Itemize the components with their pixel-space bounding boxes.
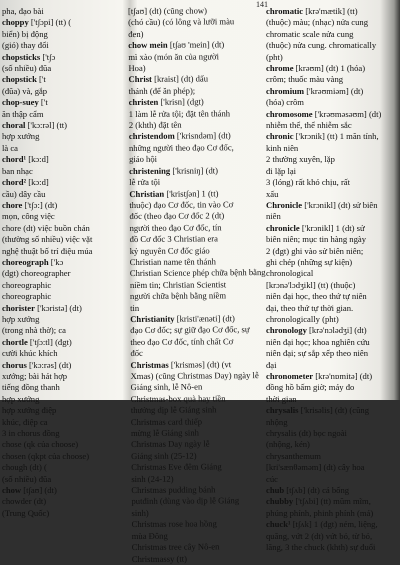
dictionary-line: xấu: [266, 188, 279, 199]
dictionary-line: Christmas-box quà hay tiền: [130, 393, 226, 404]
dictionary-line: Giáng sinh (25-12): [131, 450, 197, 461]
dictionary-line: christen ['krisn] (dgt): [128, 96, 204, 108]
dictionary-line: sinh): [131, 507, 149, 518]
dictionary-line: crôm; thuốc màu vàng: [266, 74, 344, 85]
dictionary-line: đồng hồ bấm giờ; máy đo: [266, 382, 355, 393]
dictionary-line: thánh (để ăn phép);: [128, 85, 196, 96]
dictionary-line: chrysalis (dt) bọc ngoài: [266, 428, 347, 439]
dictionary-line: mọn, công việc: [2, 211, 55, 222]
dictionary-line: chronologically (pht): [266, 313, 339, 324]
dictionary-line: [t∫aʊ] (dt) (cũng chow): [128, 5, 207, 16]
dictionary-line: đồ Cơ đốc 3 Christian era: [129, 233, 218, 245]
dictionary-line: chord² [kɔ:d]: [2, 177, 49, 188]
dictionary-line: chubby ['t∫ʌbi] (tt) mũm mĩm,: [266, 496, 371, 507]
dictionary-line: mùa Đông: [131, 530, 168, 541]
page-number: 141: [256, 0, 268, 9]
dictionary-line: thời gian: [266, 393, 297, 404]
dictionary-line: Christian ['krist∫ən] 1 (tt): [129, 187, 219, 199]
dictionary-line: chopstick ['t: [2, 74, 46, 85]
dictionary-line: người chữa bệnh bằng niềm: [129, 290, 227, 302]
dictionary-line: chortle ['t∫ɔ:tl] (đgt): [2, 336, 72, 347]
dictionary-line: 2 thường xuyên, lặp: [266, 154, 335, 165]
dictionary-line: Christ [kraist] (dt) dấu: [128, 73, 209, 85]
dictionary-line: đốc (theo đạo Cơ đốc 2 (dt): [129, 210, 225, 222]
dictionary-line: chronic ['krɔnik] (tt) 1 mãn tính,: [266, 131, 379, 142]
dictionary-line: choreographic: [2, 279, 52, 290]
dictionary-line: lăng, 3 the chuck (khth) sự đuổi: [266, 542, 376, 553]
dictionary-line: những người theo đạo Cơ đốc,: [128, 142, 234, 153]
dictionary-line: 2 (khth) đặt tên: [128, 119, 182, 131]
dictionary-line: Christmas rose hoa hồng: [131, 518, 217, 530]
dictionary-line: (số nhiều) đũa: [2, 473, 52, 484]
dictionary-line: choreographic: [2, 291, 52, 302]
dictionary-line: chromatic scale nửa cung: [266, 28, 354, 39]
dictionary-line: là ca: [2, 142, 18, 153]
dictionary-line: chrysalis ['krisəlis] (dt) (cũng: [266, 405, 369, 416]
dictionary-line: (số nhiều) đũa: [2, 63, 52, 74]
dictionary-line: quăng, vứt 2 (dt) vứt bỏ, từ bỏ,: [266, 530, 373, 541]
dictionary-line: Christianity [kristi'ænəti] (dt): [130, 313, 235, 324]
dictionary-line: xướng; bài hát hợp: [2, 371, 68, 381]
dictionary-line: đạo Cơ đốc; sự giữ đạo Cơ đốc, sự: [130, 324, 250, 336]
dictionary-line: chrome [krəʊm] (dt) 1 (hóa): [266, 63, 366, 74]
dictionary-line: choral ['kɔ:rəl] (tt): [2, 120, 68, 131]
dictionary-line: phúng phính, phinh phính (má): [266, 507, 374, 518]
dictionary-line: (Trung Quốc): [2, 507, 50, 518]
dictionary-line: ăn thập cẩm: [2, 108, 44, 119]
dictionary-line: kinh niên: [266, 142, 299, 153]
dictionary-line: kỷ nguyên Cơ đốc giáo: [129, 244, 210, 256]
dictionary-line: nhiễm thể, thể nhiễm sắc: [266, 120, 352, 131]
dictionary-line: mì xào (món ăn của người: [128, 50, 219, 62]
dictionary-line: Christmassy (tt): [131, 553, 188, 564]
dictionary-line: thuộc) đạo Cơ đốc, tin vào Cơ: [129, 199, 234, 210]
dictionary-line: chore (dt) việc buồn chán: [2, 222, 90, 233]
dictionary-line: [krɔnə'lɔdʒikl] (tt) (thuộc): [266, 279, 356, 290]
dictionary-line: chromatic [krə'mætik] (tt): [266, 6, 358, 16]
dictionary-line: pha, đạo bài: [2, 6, 44, 16]
dictionary-line: (đũa) và, gắp: [2, 85, 48, 96]
dictionary-line: choreograph ['kɔ: [2, 256, 64, 267]
dictionary-line: choppy ['t∫ɔpi] (tt) (: [2, 17, 72, 28]
dictionary-line: sinh (24-12): [131, 473, 174, 484]
dictionary-line: chromosome ['krəʊməsəʊm] (dt): [266, 108, 382, 119]
middle-column: [128, 5, 266, 565]
dictionary-line: Christmas ['krisməs] (dt) (vt: [130, 358, 232, 370]
dictionary-line: hợp xướng: [2, 313, 40, 324]
dictionary-line: hợp xướng điệp: [2, 405, 57, 416]
dictionary-line: (gió) thay đổi: [2, 40, 49, 51]
dictionary-line: chub [t∫ʌb] (dt) cá bống: [266, 485, 350, 496]
dictionary-line: hợp xướng: [2, 131, 40, 142]
dictionary-line: (hóa) crôm: [266, 97, 304, 108]
dictionary-line: giáo hội: [129, 154, 158, 165]
dictionary-line: chronicle ['krɔnikl] 1 (dt) sử: [266, 222, 365, 233]
dictionary-line: chow [t∫aʊ] (dt): [2, 485, 57, 496]
dictionary-line: (dgt) choreographer: [2, 268, 71, 279]
left-column: [2, 6, 124, 519]
dictionary-line: ban nhạc: [2, 165, 33, 176]
dictionary-line: biên niên; mục tin hàng ngày: [266, 234, 366, 245]
dictionary-line: chord¹ [kɔ:d]: [2, 154, 49, 165]
dictionary-line: hợp xướng: [2, 393, 40, 404]
dictionary-line: đại, theo thứ tự thời gian.: [266, 302, 354, 313]
dictionary-line: chose (qk của choose): [2, 439, 79, 450]
dictionary-line: chromium ['krəʊmiəm] (dt): [266, 85, 364, 96]
right-column: [266, 6, 394, 554]
dictionary-line: niên: [266, 211, 281, 222]
dictionary-line: lễ rửa tội: [129, 176, 161, 188]
dictionary-line: chorus ['kɔ:rəs] (dt): [2, 359, 72, 370]
dictionary-line: (nhộng, kén): [266, 439, 310, 450]
dictionary-line: Giáng sinh, lễ Nô-en: [130, 381, 203, 393]
dictionary-line: Christmas Eve đêm Giáng: [131, 461, 222, 473]
dictionary-line: biển) bị động: [2, 28, 48, 39]
dictionary-line: chrysanthemum: [266, 450, 321, 461]
dictionary-line: (thuộc) màu; (nhạc) nửa cung: [266, 17, 369, 28]
dictionary-line: chore ['t∫ɔ:] (dt): [2, 199, 58, 210]
dictionary-line: christendom ['krisndəm] (dt): [128, 130, 231, 142]
dictionary-line: 3 in chorus đồng: [2, 428, 60, 439]
dictionary-line: chosen (qkpt của choose): [2, 450, 90, 461]
dictionary-line: ghi chép (những sự kiện): [266, 256, 353, 267]
dictionary-line: chowder (dt): [2, 496, 47, 507]
dictionary-line: cầu) dây cầu: [2, 188, 46, 199]
dictionary-line: tiếng đồng thanh: [2, 382, 60, 393]
dictionary-line: nhộng: [266, 416, 288, 427]
dictionary-line: Hoa): [128, 62, 146, 74]
dictionary-line: đen): [128, 28, 144, 39]
dictionary-line: Christian name tên thánh: [129, 256, 216, 267]
dictionary-line: chop-suey ['t: [2, 97, 48, 108]
dictionary-line: mừng lễ Giáng sinh: [130, 427, 199, 439]
dictionary-line: chorister ['kɔristə] (dt): [2, 302, 82, 313]
dictionary-line: chow mein [t∫aʊ 'mein] (dt): [128, 39, 225, 51]
dictionary-line: cười khúc khích: [2, 348, 58, 359]
dictionary-line: (trong nhà thờ); ca: [2, 325, 66, 336]
dictionary-line: christening ['krisniŋ] (dt): [129, 165, 219, 176]
dictionary-line: chronology [krə'nɔlədʒi] (dt): [266, 325, 367, 336]
dictionary-line: 1 làm lễ rửa tội; đặt tên thánh: [128, 107, 231, 119]
dictionary-line: [kri'sænθəməm] (dt) cây hoa: [266, 462, 365, 473]
dictionary-line: khúc, điệp ca: [2, 416, 48, 427]
dictionary-line: chopsticks ['t∫ɔ: [2, 51, 56, 62]
dictionary-line: Chronicle ['krɔnikl] (dt) sử biên: [266, 199, 378, 210]
dictionary-line: Christian Science phép chữa bệnh bằng: [129, 267, 266, 279]
dictionary-line: (thuộc) nửa cung. chromatically: [266, 40, 377, 51]
dictionary-line: niềm tin; Christian Scientist: [129, 279, 227, 290]
dictionary-line: theo đạo Cơ đốc, tính chất Cơ: [130, 336, 234, 347]
dictionary-line: chronological: [266, 268, 314, 279]
dictionary-line: cúc: [266, 473, 278, 484]
dictionary-line: (pht): [266, 51, 283, 62]
dictionary-line: 3 (lóng) rất khó chịu, rất: [266, 177, 351, 188]
dictionary-line: tin: [130, 302, 140, 313]
dictionary-line: Christmas tree cây Nô-en: [131, 541, 220, 553]
dictionary-line: Xmas) (cũng Christmas Day) ngày lễ: [130, 370, 259, 381]
dictionary-line: nghệ thuật bố trí điệu múa: [2, 245, 93, 256]
dictionary-line: đi lặp lại: [266, 165, 297, 176]
dictionary-line: chuck¹ [t∫ʌk] 1 (đgt) ném, liệng,: [266, 519, 378, 530]
dictionary-line: người theo đạo Cơ đốc, tín: [129, 222, 222, 233]
dictionary-line: đại: [266, 359, 277, 370]
dictionary-line: niên đại; sự sắp xếp theo niên: [266, 348, 369, 359]
dictionary-line: chough (dt) (: [2, 462, 47, 473]
dictionary-line: niên đại học; khoa nghiên cứu: [266, 336, 370, 347]
dictionary-line: (chó cầu) (có lông và lưỡi màu: [128, 16, 235, 28]
dictionary-line: niên đại học, theo thứ tự niên: [266, 291, 367, 302]
dictionary-line: Christmas card thiếp: [130, 416, 203, 427]
dictionary-line: Christmas Day ngày lễ: [131, 438, 210, 450]
dictionary-line: putđinh (dùng vào dịp lễ Giáng: [131, 495, 240, 507]
dictionary-line: (thường số nhiều) việc vặt: [2, 234, 93, 245]
dictionary-line: thưởng dịp lễ Giáng sinh: [130, 404, 217, 416]
dictionary-line: 2 (đgt) ghi vào sử biên niên;: [266, 245, 364, 256]
dictionary-line: Christmas pudding bánh: [131, 484, 216, 496]
dictionary-line: chronometer [krə'nɒmitə] (dt): [266, 371, 373, 381]
dictionary-line: đốc: [130, 348, 143, 359]
